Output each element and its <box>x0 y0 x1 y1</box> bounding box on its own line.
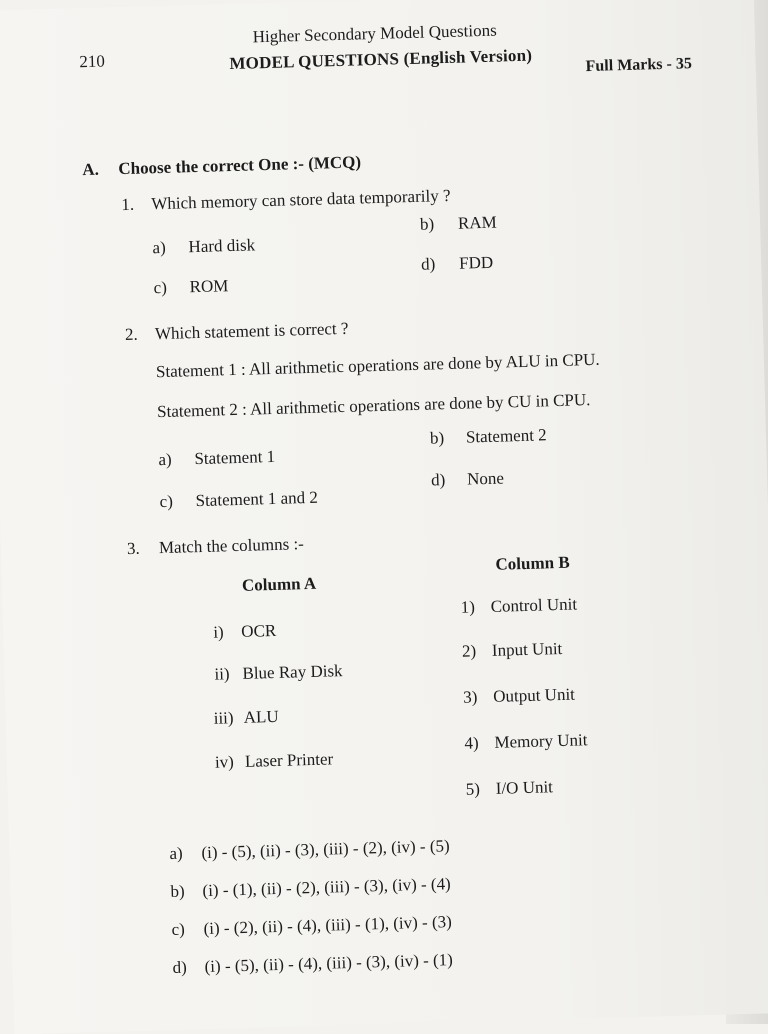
column-b-label: 3) <box>462 687 478 707</box>
option-text: Statement 1 and 2 <box>195 487 319 511</box>
column-b-item: Output Unit <box>492 684 576 706</box>
question-number: 1. <box>121 194 135 215</box>
option-text: (i) - (1), (ii) - (2), (iii) - (3), (iv) - (4) <box>202 874 451 901</box>
option-text: None <box>466 468 505 489</box>
option-text: (i) - (5), (ii) - (3), (iii) - (2), (iv) - (5) <box>201 836 450 863</box>
page-number: 210 <box>79 51 106 72</box>
option-label: b) <box>170 881 185 901</box>
column-a-label: iv) <box>214 752 235 772</box>
column-b-item: I/O Unit <box>495 777 554 798</box>
column-b-item: Memory Unit <box>494 730 588 752</box>
option-label: b) <box>419 214 435 234</box>
option-label: a) <box>158 449 172 470</box>
option-label: d) <box>420 254 436 274</box>
option-label: c) <box>153 277 168 298</box>
column-a-item: ALU <box>243 706 279 727</box>
option-label: d) <box>172 957 188 977</box>
statement-line: Statement 2 : All arithmetic operations are done by CU in CPU. <box>156 390 591 422</box>
option-label: d) <box>430 470 446 490</box>
column-a-label: iii) <box>213 708 234 728</box>
column-b-label: 2) <box>461 641 477 661</box>
column-b-label: 1) <box>460 597 476 617</box>
option-label: c) <box>171 919 186 939</box>
option-label: b) <box>429 428 445 448</box>
column-b-item: Control Unit <box>490 594 578 616</box>
section-label: A. <box>82 159 100 180</box>
option-label: c) <box>159 491 174 512</box>
section-title: Choose the correct One :- (MCQ) <box>118 152 362 179</box>
question-number: 2. <box>124 324 138 345</box>
option-text: Statement 2 <box>465 425 547 447</box>
column-a-item: Laser Printer <box>244 749 334 771</box>
column-b-heading: Column B <box>495 552 570 574</box>
option-label: a) <box>169 843 183 864</box>
column-a-label: ii) <box>214 664 230 684</box>
option-text: ROM <box>189 276 229 297</box>
option-label: a) <box>152 237 167 258</box>
full-marks: Full Marks - 35 <box>585 55 693 76</box>
section-heading: MODEL QUESTIONS (English Version) <box>229 45 533 74</box>
option-text: RAM <box>457 212 497 233</box>
column-b-item: Input Unit <box>491 638 563 660</box>
option-text: Hard disk <box>188 235 256 257</box>
column-a-item: Blue Ray Disk <box>242 661 343 683</box>
option-text: (i) - (5), (ii) - (4), (iii) - (3), (iv) - (1) <box>204 950 454 977</box>
question-text: Match the columns :- <box>158 534 305 558</box>
column-b-label: 5) <box>465 779 481 799</box>
book-title: Higher Secondary Model Questions <box>252 20 497 47</box>
option-text: (i) - (2), (ii) - (4), (iii) - (1), (iv) - (3) <box>203 912 453 939</box>
column-b-label: 4) <box>464 733 479 753</box>
option-text: FDD <box>458 252 494 273</box>
column-a-heading: Column A <box>241 573 317 595</box>
statement-line: Statement 1 : All arithmetic operations are done by ALU in CPU. <box>155 349 600 382</box>
column-a-label: i) <box>213 622 224 642</box>
question-text: Which memory can store data temporarily ? <box>151 185 451 214</box>
column-a-item: OCR <box>241 620 277 641</box>
option-text: Statement 1 <box>194 446 276 469</box>
question-text: Which statement is correct ? <box>154 318 349 344</box>
question-number: 3. <box>126 538 140 559</box>
